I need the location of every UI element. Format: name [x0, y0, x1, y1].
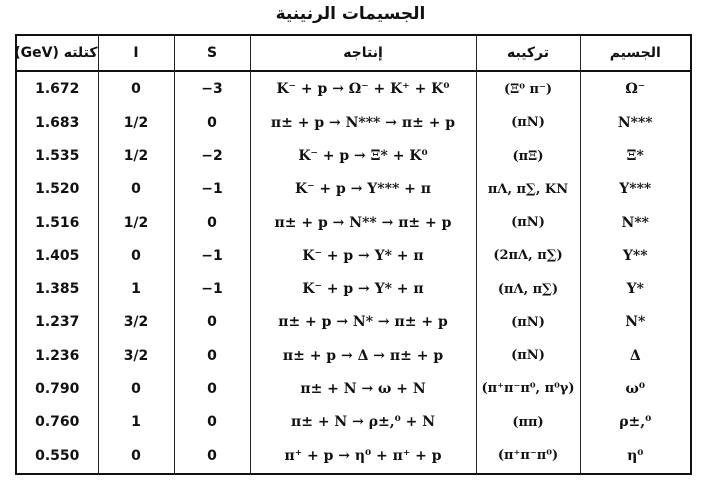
isospin-cell: 0 — [98, 239, 174, 272]
composition-cell: (ππ) — [476, 405, 580, 438]
production-cell: K⁻ + p → Y* + π — [250, 239, 476, 272]
particle-cell: Ω⁻ — [580, 71, 691, 106]
strangeness-cell: 0 — [174, 372, 250, 405]
strangeness-cell: −1 — [174, 272, 250, 305]
production-cell: π± + N → ρ±,⁰ + N — [250, 405, 476, 438]
mass-cell: 1.385 — [16, 272, 98, 305]
header-row — [16, 35, 691, 71]
particle-cell: ω⁰ — [580, 372, 691, 405]
strangeness-cell: 0 — [174, 439, 250, 474]
production-cell: π± + p → N*** → π± + p — [250, 106, 476, 139]
composition-cell: (πN) — [476, 206, 580, 239]
particle-cell: ρ±,⁰ — [580, 405, 691, 438]
table-row — [16, 405, 691, 438]
table-row — [16, 173, 691, 206]
particle-cell: N** — [580, 206, 691, 239]
mass-cell: 0.550 — [16, 439, 98, 474]
composition-cell: (πΞ) — [476, 140, 580, 173]
strangeness-cell: 0 — [174, 106, 250, 139]
strangeness-cell: 0 — [174, 339, 250, 372]
strangeness-cell: −1 — [174, 173, 250, 206]
composition-cell: (πN) — [476, 339, 580, 372]
isospin-cell: 0 — [98, 173, 174, 206]
production-cell: π± + p → N* → π± + p — [250, 306, 476, 339]
composition-cell: (Ξ⁰ π⁻) — [476, 71, 580, 106]
table-row — [16, 140, 691, 173]
production-cell: K⁻ + p → Ξ* + K⁰ — [250, 140, 476, 173]
particle-cell: N* — [580, 306, 691, 339]
table-row — [16, 339, 691, 372]
production-cell: K⁻ + p → Ω⁻ + K⁺ + K⁰ — [250, 71, 476, 106]
particle-cell: Y** — [580, 239, 691, 272]
header-particle: الجسيم — [580, 35, 691, 71]
isospin-cell: 3/2 — [98, 339, 174, 372]
production-cell: π± + N → ω + N — [250, 372, 476, 405]
isospin-cell: 0 — [98, 439, 174, 474]
mass-cell: 1.683 — [16, 106, 98, 139]
header-mass: كتلته (GeV) — [16, 35, 98, 71]
mass-cell: 0.790 — [16, 372, 98, 405]
composition-cell: (πN) — [476, 106, 580, 139]
composition-cell: (πN) — [476, 306, 580, 339]
table-title: الجسيمات الرنينية — [275, 4, 426, 24]
mass-cell: 1.672 — [16, 71, 98, 106]
production-cell: π⁺ + p → η⁰ + π⁺ + p — [250, 439, 476, 474]
strangeness-cell: −3 — [174, 71, 250, 106]
table-row — [16, 206, 691, 239]
isospin-cell: 1 — [98, 405, 174, 438]
strangeness-cell: 0 — [174, 306, 250, 339]
isospin-cell: 1/2 — [98, 106, 174, 139]
composition-cell: (π⁺π⁻π⁰) — [476, 439, 580, 474]
particle-cell: η⁰ — [580, 439, 691, 474]
composition-cell: (2πΛ, π∑) — [476, 239, 580, 272]
composition-cell: (πΛ, π∑) — [476, 272, 580, 305]
production-cell: π± + p → N** → π± + p — [250, 206, 476, 239]
strangeness-cell: 0 — [174, 206, 250, 239]
production-cell: π± + p → Δ → π± + p — [250, 339, 476, 372]
table-row — [16, 306, 691, 339]
table-row — [16, 71, 691, 106]
table-row — [16, 272, 691, 305]
mass-cell: 1.236 — [16, 339, 98, 372]
header-isospin: I — [98, 35, 174, 71]
mass-cell: 1.520 — [16, 173, 98, 206]
particle-cell: Ξ* — [580, 140, 691, 173]
isospin-cell: 1/2 — [98, 140, 174, 173]
particle-cell: Δ — [580, 339, 691, 372]
particle-cell: N*** — [580, 106, 691, 139]
strangeness-cell: −2 — [174, 140, 250, 173]
composition-cell: (π⁺π⁻π⁰, π⁰γ) — [476, 372, 580, 405]
header-production: إنتاجه — [250, 35, 476, 71]
particle-cell: Y* — [580, 272, 691, 305]
strangeness-cell: 0 — [174, 405, 250, 438]
isospin-cell: 3/2 — [98, 306, 174, 339]
table-row — [16, 239, 691, 272]
mass-cell: 1.516 — [16, 206, 98, 239]
mass-cell: 1.237 — [16, 306, 98, 339]
particle-cell: Y*** — [580, 173, 691, 206]
composition-cell: πΛ, π∑, KN — [476, 173, 580, 206]
isospin-cell: 1 — [98, 272, 174, 305]
isospin-cell: 1/2 — [98, 206, 174, 239]
strangeness-cell: −1 — [174, 239, 250, 272]
mass-cell: 1.535 — [16, 140, 98, 173]
header-composition: تركيبه — [476, 35, 580, 71]
header-strangeness: S — [174, 35, 250, 71]
resonance-table — [15, 34, 692, 475]
isospin-cell: 0 — [98, 71, 174, 106]
table-row — [16, 106, 691, 139]
isospin-cell: 0 — [98, 372, 174, 405]
production-cell: K⁻ + p → Y* + π — [250, 272, 476, 305]
mass-cell: 0.760 — [16, 405, 98, 438]
table-row — [16, 439, 691, 474]
production-cell: K⁻ + p → Y*** + π — [250, 173, 476, 206]
table-row — [16, 372, 691, 405]
mass-cell: 1.405 — [16, 239, 98, 272]
